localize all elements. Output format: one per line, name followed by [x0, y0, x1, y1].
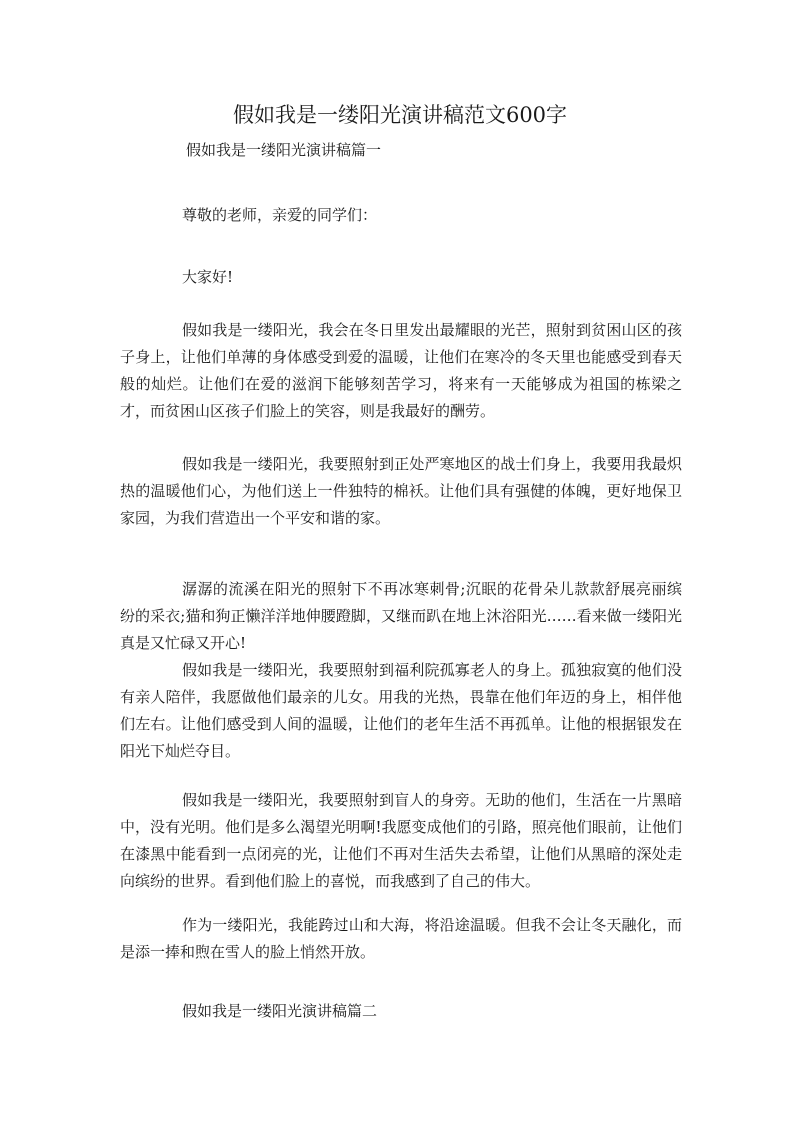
greeting-line: 尊敬的老师，亲爱的同学们： [182, 206, 378, 224]
paragraph-5: 假如我是一缕阳光，我要照射到盲人的身旁。无助的他们，生活在一片黑暗中，没有光明。他们是多么渴望光明啊!我愿变成他们的引路，照亮他们眼前，让他们在漆黑中能看到一点闭亮的光，让他们不再对生活失去希望，让他们从黑暗的深处走向缤纷的世界。看到他们脸上的喜悦，而我感到了自己的伟大。 [120, 791, 682, 890]
section-heading-one: 假如我是一缕阳光演讲稿篇一 [186, 141, 382, 159]
paragraph-4: 假如我是一缕阳光，我要照射到福利院孤寡老人的身上。孤独寂寞的他们没有亲人陪伴，我愿做他们最亲的儿女。用我的光热，畏靠在他们年迈的身上，相伴他们左右。让他们感受到人间的温暖，让他们的老年生活不再孤单。让他的根据银发在阳光下灿烂夺目。 [120, 661, 682, 760]
section-heading-two: 假如我是一缕阳光演讲稿篇二 [182, 1002, 378, 1020]
paragraph-1: 假如我是一缕阳光，我会在冬日里发出最耀眼的光芒，照射到贫困山区的孩子身上，让他们单薄的身体感受到爱的温暖，让他们在寒冷的冬天里也能感受到春天般的灿烂。让他们在爱的滋润下能够刻苦学习，将来有一天能够成为祖国的栋梁之才，而贫困山区孩子们脸上的笑容，则是我最好的酬劳。 [120, 321, 682, 420]
hello-line: 大家好! [182, 268, 234, 286]
paragraph-3: 潺潺的流溪在阳光的照射下不再冰寒刺骨;沉眠的花骨朵儿款款舒展亮丽缤纷的采衣;猫和狗正懒洋洋地伸腰蹬脚，又继而趴在地上沐浴阳光……看来做一缕阳光真是又忙碌又开心! [120, 580, 682, 652]
paragraph-6: 作为一缕阳光，我能跨过山和大海，将沿途温暖。但我不会让冬天融化，而是添一捧和煦在雪人的脸上悄然开放。 [120, 916, 682, 961]
paragraph-2: 假如我是一缕阳光，我要照射到正处严寒地区的战士们身上，我要用我最炽热的温暖他们心，为他们送上一件独特的棉袄。让他们具有强健的体魄，更好地保卫家园，为我们营造出一个平安和谐的家。 [120, 455, 682, 527]
document-title: 假如我是一缕阳光演讲稿范文600字 [232, 103, 568, 127]
